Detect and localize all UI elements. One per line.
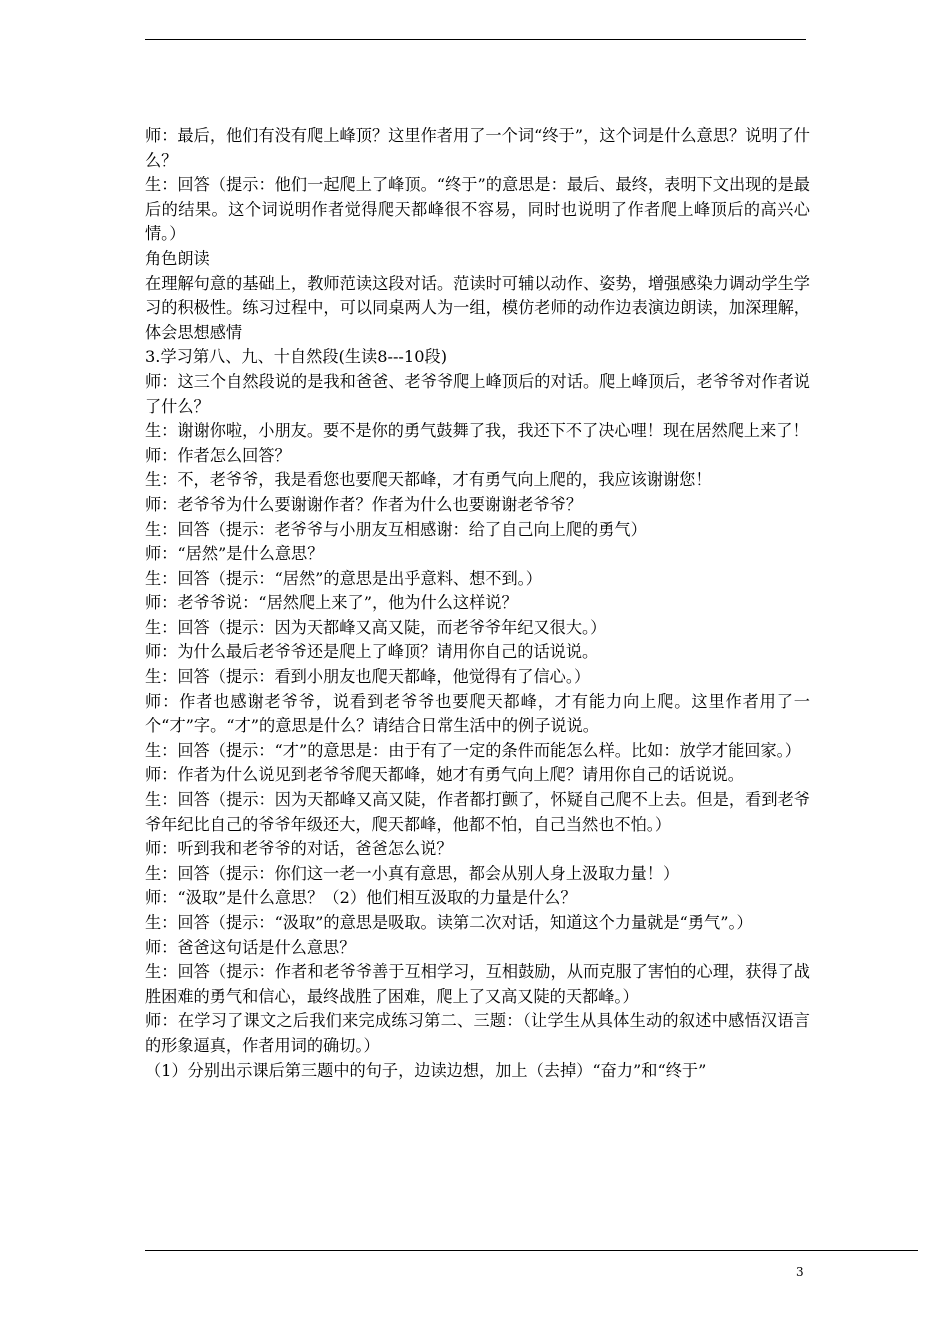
document-body — [145, 124, 810, 1083]
paragraph: 师：“居然”是什么意思？ — [145, 544, 324, 564]
paragraph: 师：老爷爷说：“居然爬上来了”，他为什么这样说？ — [145, 593, 518, 613]
paragraph: 生：不，老爷爷，我是看您也要爬天都峰，才有勇气向上爬的，我应该谢谢您！ — [145, 470, 712, 490]
paragraph: 师：“汲取”是什么意思？（2）他们相互汲取的力量是什么？ — [145, 888, 577, 908]
paragraph: 生：回答（提示：他们一起爬上了峰顶。“终于”的意思是：最后、最终，表明下文出现的是最后的结果。这个词说明作者觉得爬天都峰很不容易，同时也说明了作者爬上峰顶后的高兴心情。） — [145, 175, 810, 244]
paragraph: 生：回答（提示：“汲取”的意思是吸取。读第二次对话，知道这个力量就是“勇气”。） — [145, 913, 753, 932]
paragraph: 生：回答（提示：“居然”的意思是出乎意料、想不到。） — [145, 568, 542, 588]
paragraph: 生：回答（提示：老爷爷与小朋友互相感谢：给了自己向上爬的勇气） — [145, 519, 647, 539]
paragraph: 师：作者怎么回答？ — [145, 445, 291, 465]
paragraph: 师：听到我和老爷爷的对话，爸爸怎么说？ — [145, 839, 453, 859]
paragraph: 师：在学习了课文之后我们来完成练习第二、三题：（让学生从具体生动的叙述中感悟汉语言的形象逼真，作者用词的确切。） — [145, 1011, 810, 1055]
paragraph: 生：回答（提示：因为天都峰又高又陡，作者都打颤了，怀疑自己爬不上去。但是，看到老爷爷年纪比自己的爷爷年级还大，爬天都峰，他都不怕，自己当然也不怕。） — [145, 790, 810, 834]
paragraph: 生：回答（提示：“才”的意思是：由于有了一定的条件而能怎么样。比如：放学才能回家。） — [145, 740, 801, 760]
paragraph: 生：回答（提示：因为天都峰又高又陡，而老爷爷年纪又很大。） — [145, 617, 607, 637]
paragraph: 生：谢谢你啦，小朋友。要不是你的勇气鼓舞了我，我还下不了决心哩！现在居然爬上来了！ — [145, 421, 809, 441]
paragraph: 师：爸爸这句话是什么意思？ — [145, 937, 356, 957]
paragraph: 师：这三个自然段说的是我和爸爸、老爷爷爬上峰顶后的对话。爬上峰顶后，老爷爷对作者说了什么？ — [145, 371, 810, 416]
paragraph: （1）分别出示课后第三题中的句子，边读边想，加上（去掉）“奋力”和“终于” — [145, 1060, 707, 1080]
section-heading: 角色朗读 — [145, 248, 210, 268]
paragraph: 师：作者也感谢老爷爷，说看到老爷爷也要爬天都峰，才有能力向上爬。这里作者用了一个“才”字。“才”的意思是什么？请结合日常生活中的例子说说。 — [145, 691, 810, 736]
paragraph: 生：回答（提示：作者和老爷爷善于互相学习，互相鼓励，从而克服了害怕的心理，获得了战胜困难的勇气和信心，最终战胜了困难，爬上了又高又陡的天都峰。） — [145, 962, 810, 1006]
header-rule — [145, 39, 806, 40]
section-heading: 3.学习第八、九、十自然段(生读8---10段) — [145, 347, 448, 367]
paragraph: 在理解句意的基础上，教师范读这段对话。范读时可辅以动作、姿势，增强感染力调动学生学习的积极性。练习过程中，可以同桌两人为一组，模仿老师的动作边表演边朗读，加深理解，体会思想感情 — [145, 273, 810, 342]
paragraph: 生：回答（提示：你们这一老一小真有意思，都会从别人身上汲取力量！） — [145, 863, 680, 883]
paragraph: 师：老爷爷为什么要谢谢作者？作者为什么也要谢谢老爷爷？ — [145, 494, 583, 514]
footer-rule — [145, 1250, 918, 1251]
paragraph: 师：最后，他们有没有爬上峰顶？这里作者用了一个词“终于”，这个词是什么意思？说明了什么？ — [145, 126, 810, 170]
paragraph: 师：作者为什么说见到老爷爷爬天都峰，她才有勇气向上爬？请用你自己的话说说。 — [145, 765, 744, 785]
paragraph: 师：为什么最后老爷爷还是爬上了峰顶？请用你自己的话说说。 — [145, 642, 599, 662]
paragraph: 生：回答（提示：看到小朋友也爬天都峰，他觉得有了信心。） — [145, 667, 591, 687]
page-number: 3 — [796, 1265, 804, 1279]
